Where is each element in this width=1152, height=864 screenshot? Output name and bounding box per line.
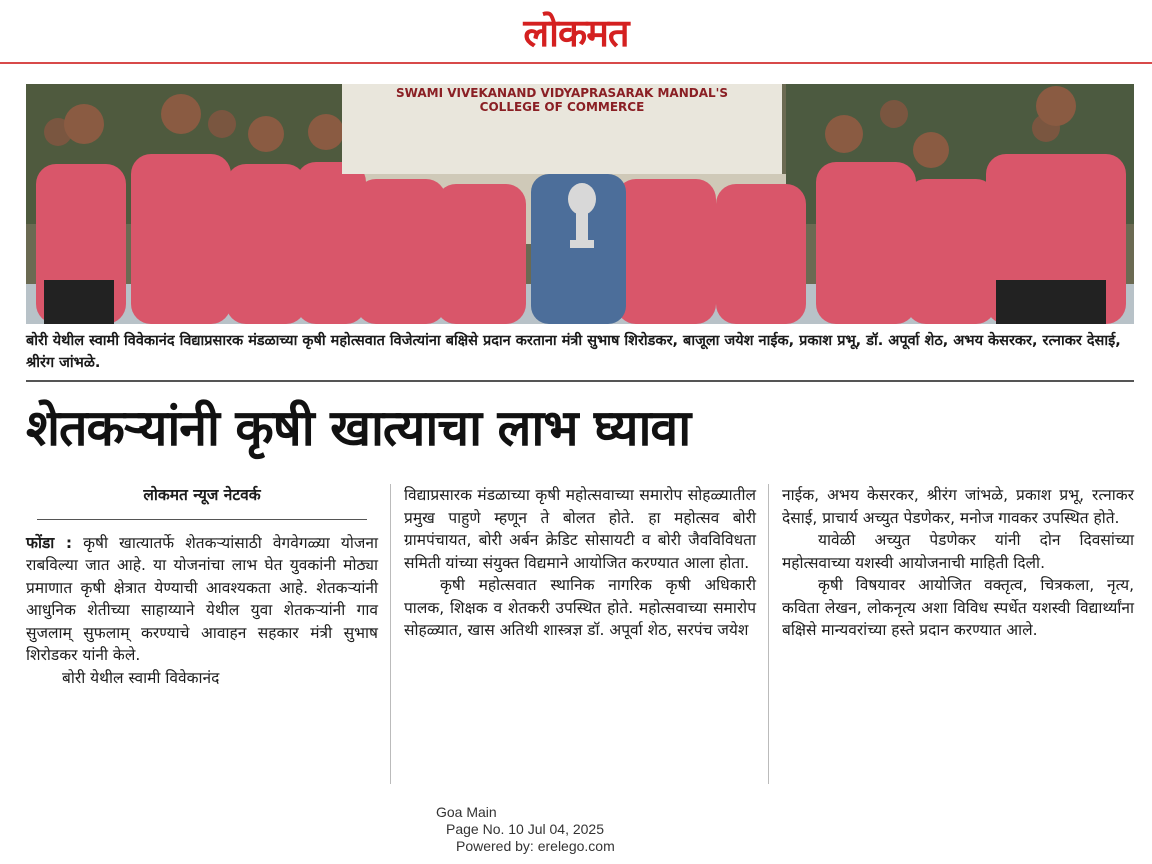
page-date-label: Page No. 10 Jul 04, 2025 — [446, 821, 605, 837]
paragraph: कृषी विषयावर आयोजित वक्तृत्व, चित्रकला, नृत्य, कविता लेखन, लोकनृत्य अशा विविध स्पर्धेत यशस्वी विद्यार्थ्यांना बक्षिसे मान्यवरांच्या हस्ते प्रदान करण्यात आले. — [782, 576, 1134, 639]
column-divider — [768, 484, 769, 784]
article-byline: लोकमत न्यूज नेटवर्क — [143, 486, 261, 504]
college-banner — [342, 84, 782, 174]
edition-label: Goa Main — [436, 804, 497, 820]
article-column-1 — [26, 484, 378, 689]
banner-line: SWAMI VIVEKANAND VIDYAPRASARAK MANDAL'S — [396, 86, 728, 100]
article-headline: शेतकऱ्यांनी कृषी खात्याचा लाभ घ्यावा — [26, 399, 691, 457]
news-photo — [26, 84, 1134, 324]
article-column-3 — [782, 484, 1134, 642]
paragraph: बोरी येथील स्वामी विवेकानंद — [62, 668, 220, 687]
paragraph: यावेळी अच्युत पेडणेकर यांनी दोन दिवसांच्या महोत्सवाच्या यशस्वी आयोजनाची माहिती दिली. — [782, 531, 1134, 572]
paragraph: विद्याप्रसारक मंडळाच्या कृषी महोत्सवाच्या समारोप सोहळ्यातील प्रमुख पाहुणे म्हणून ते बोलत होते. हा महोत्सव बोरी ग्रामपंचायत, बोरी अर्बन क्रेडिट सोसायटी व बोरी जैवविविधता समिती यांच्या संयुक्त विद्यमाने आयोजित करण्यात आला होता. — [404, 486, 756, 572]
masthead-divider — [0, 62, 1152, 64]
paragraph — [26, 532, 378, 667]
page-footer — [436, 804, 736, 855]
photo-caption: बोरी येथील स्वामी विवेकानंद विद्याप्रसारक मंडळाच्या कृषी महोत्सवात विजेत्यांना बक्षिसे प्रदान करताना मंत्री सुभाष शिरोडकर, बाजूला जयेश नाईक, प्रकाश प्रभू, डॉ. अपूर्वा शेठ, अभय केसरकर, रत्नाकर देसाई, श्रीरंग जांभळे. — [26, 333, 1121, 371]
banner-line: COLLEGE OF COMMERCE — [479, 100, 645, 114]
paragraph: कृषी महोत्सवात स्थानिक नागरिक कृषी अधिकारी पालक, शिक्षक व शेतकरी उपस्थित होते. महोत्सवाच्या समारोप सोहळ्यात, खास अतिथी शास्त्रज्ञ डॉ. अपूर्वा शेठ, सरपंच जयेश — [404, 576, 756, 639]
column-divider — [390, 484, 391, 784]
masthead — [0, 0, 1152, 64]
newspaper-logo: लोकमत — [523, 11, 629, 55]
article-column-2 — [404, 484, 756, 642]
dateline: फोंडा : — [26, 533, 73, 552]
paragraph-text: कृषी खात्यातर्फे शेतकऱ्यांसाठी वेगवेगळ्या योजना राबविल्या जात आहे. या योजनांचा लाभ घेत युवकांनी मोठ्या प्रमाणात कृषी क्षेत्रात येण्याची आवश्यकता आहे. शेतकऱ्यांनी आधुनिक शेतीच्या साहाय्याने येथील युवा शेतकऱ्यांनी गाव सुजलाम् सुफलाम् करण्याचे आवाहन सहकार मंत्री सुभाष शिरोडकर यांनी केले. — [26, 533, 378, 664]
byline-divider — [37, 519, 367, 520]
paragraph: नाईक, अभय केसरकर, श्रीरंग जांभळे, प्रकाश प्रभू, रत्नाकर देसाई, प्राचार्य अच्युत पेडणेकर, मनोज गावकर उपस्थित होते. — [782, 486, 1134, 527]
powered-by-link[interactable]: Powered by: erelego.com — [456, 838, 615, 854]
caption-divider — [26, 380, 1134, 382]
